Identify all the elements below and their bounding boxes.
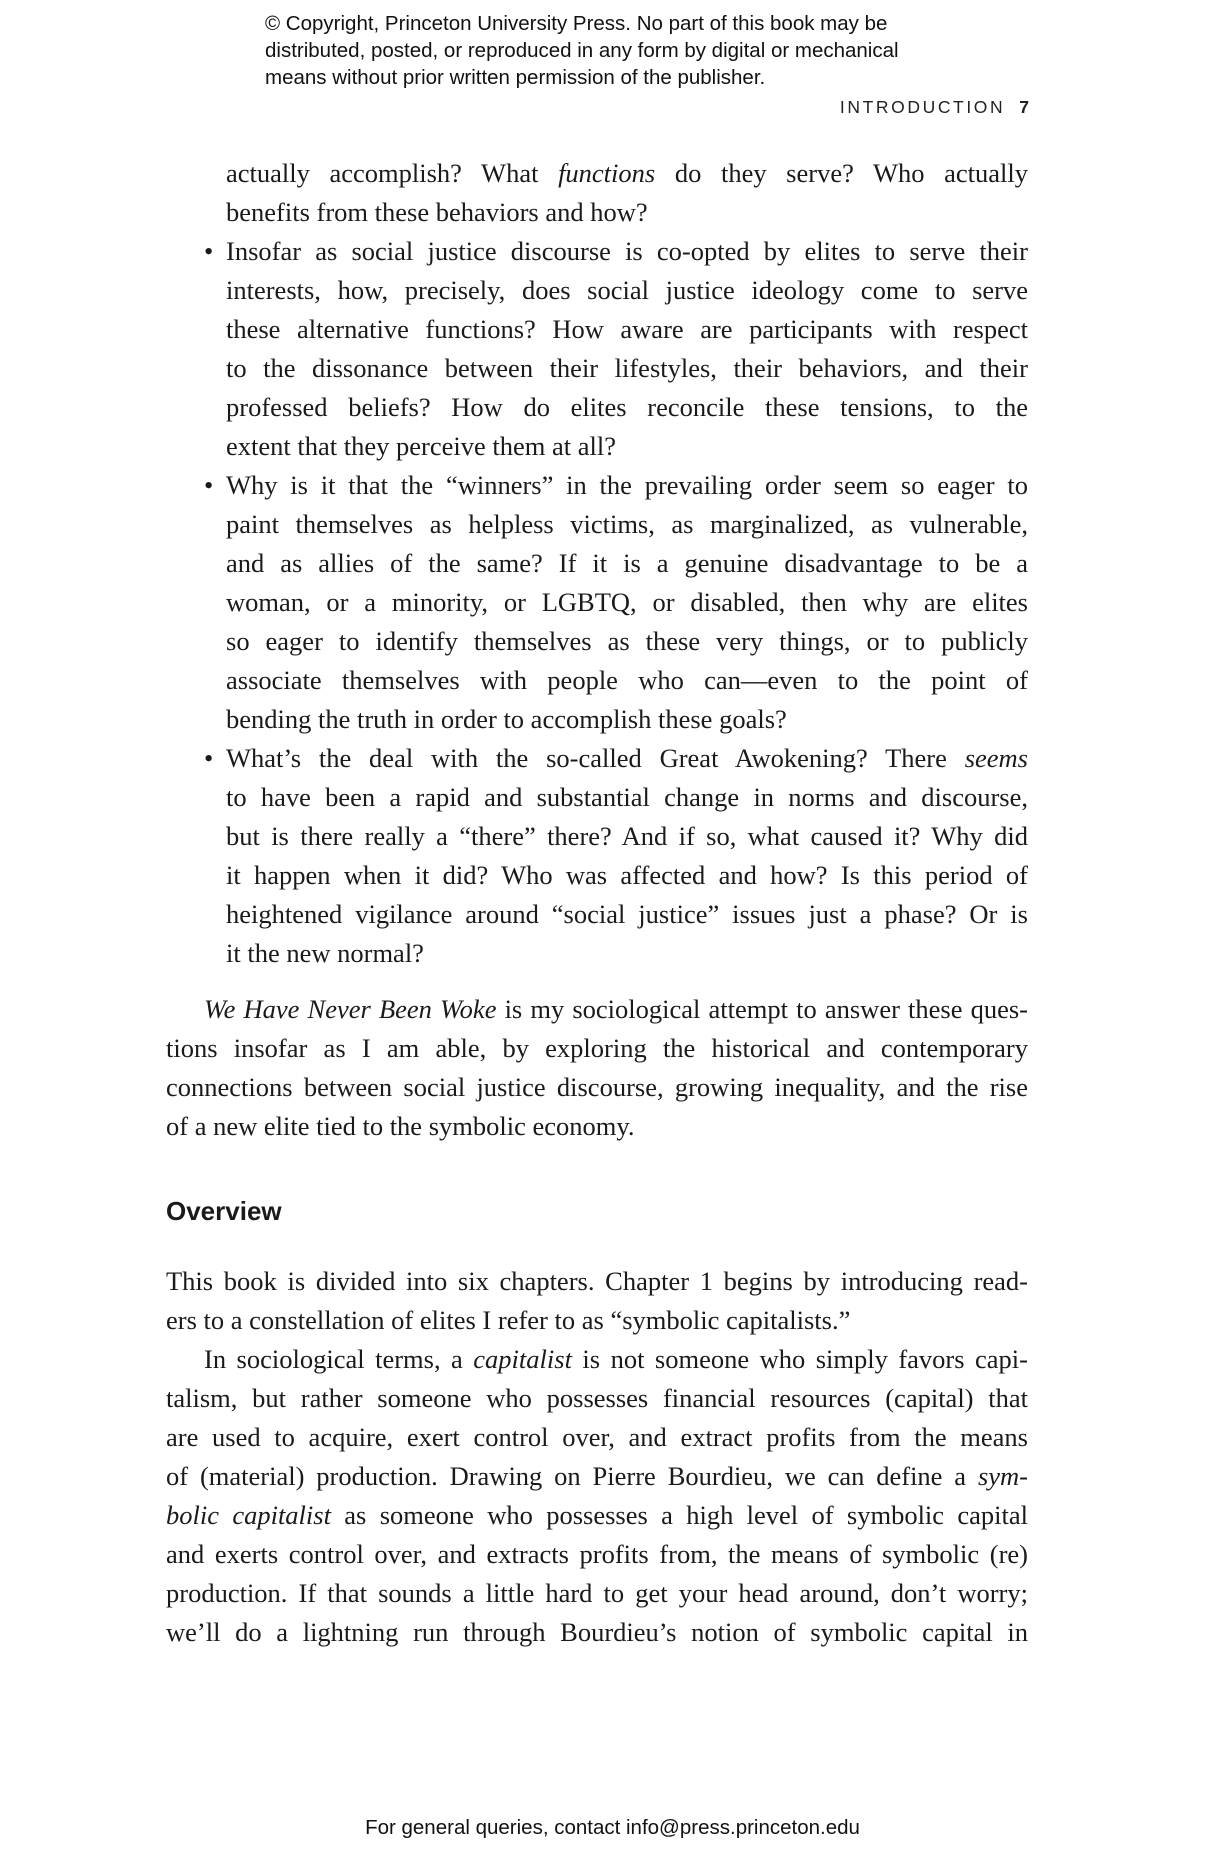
running-head <box>840 97 1029 118</box>
text-line <box>166 1496 1028 1535</box>
footer-contact: For general queries, contact info@press.princeton.edu <box>365 1816 860 1839</box>
text-line: woman, or a minority, or LGBTQ, or disabled, then why are elites <box>226 587 1028 617</box>
text-line: of a new elite tied to the symbolic economy. <box>166 1111 635 1141</box>
book-title: We Have Never Been Woke <box>204 994 497 1024</box>
italic-text: bolic capitalist <box>166 1500 331 1530</box>
text-line: associate themselves with people who can—even to the point of <box>226 665 1028 695</box>
text-run: of (material) production. Drawing on Pierre Bourdieu, we can define a <box>166 1461 978 1491</box>
text-run: Why is it that the “winners” in the prevailing order seem so eager to <box>226 470 1028 500</box>
copyright-line: distributed, posted, or reproduced in any form by digital or mechanical <box>265 39 899 62</box>
text-run: as someone who possesses a high level of symbolic capital <box>330 1500 1029 1530</box>
text-line: so eager to identify themselves as these very things, or to publicly <box>226 626 1028 656</box>
bullet-marker: • <box>204 470 214 500</box>
body-paragraph <box>166 990 1028 1146</box>
text-line: we’ll do a lightning run through Bourdieu’s notion of symbolic capital in <box>166 1617 1028 1647</box>
text-line: extent that they perceive them at all? <box>226 431 616 461</box>
text-line: professed beliefs? How do elites reconcile these tensions, to the <box>226 392 1028 422</box>
text-line: to have been a rapid and substantial change in norms and discourse, <box>226 782 1028 812</box>
text-run: do they serve? Who actually <box>655 158 1028 188</box>
bullet-item-continued <box>166 154 1028 232</box>
page-number: 7 <box>1019 97 1029 117</box>
text-line: and exerts control over, and extracts profits from, the means of symbolic (re) <box>166 1539 1028 1569</box>
running-head-section: INTRODUCTION <box>839 97 1006 117</box>
text-run: actually accomplish? What <box>226 158 559 188</box>
text-run: is my sociological attempt to answer these ques- <box>496 994 1028 1024</box>
text-line <box>166 739 1028 778</box>
text-line <box>166 1457 1028 1496</box>
text-line: to the dissonance between their lifestyles, their behaviors, and their <box>226 353 1028 383</box>
text-line: connections between social justice discourse, growing inequality, and the rise <box>166 1072 1028 1102</box>
text-run: In sociological terms, a <box>204 1344 474 1374</box>
section-heading: Overview <box>166 1196 282 1226</box>
text-run: Insofar as social justice discourse is co-opted by elites to serve their <box>226 236 1028 266</box>
text-line <box>166 990 1028 1029</box>
bullet-item <box>166 232 1028 466</box>
text-line: benefits from these behaviors and how? <box>226 197 648 227</box>
bullet-marker: • <box>204 236 214 266</box>
text-line: interests, how, precisely, does social justice ideology come to serve <box>226 275 1028 305</box>
text-line <box>166 154 1028 193</box>
italic-text: functions <box>558 158 656 188</box>
copyright-notice <box>265 10 1005 91</box>
body-paragraph <box>166 1340 1028 1652</box>
text-line: tions insofar as I am able, by exploring the historical and contemporary <box>166 1033 1028 1063</box>
text-run: What’s the deal with the so-called Great Awokening? There <box>226 743 965 773</box>
italic-text: capitalist <box>473 1344 572 1374</box>
text-line: and as allies of the same? If it is a genuine disadvantage to be a <box>226 548 1028 578</box>
text-line: these alternative functions? How aware are participants with respect <box>226 314 1028 344</box>
text-line <box>166 232 1028 271</box>
text-run: is not someone who simply favors capi- <box>571 1344 1028 1374</box>
bullet-item <box>166 466 1028 739</box>
text-line: talism, but rather someone who possesses financial resources (capital) that <box>166 1383 1028 1413</box>
text-line: but is there really a “there” there? And if so, what caused it? Why did <box>226 821 1028 851</box>
italic-text: sym- <box>977 1461 1028 1491</box>
text-line <box>166 466 1028 505</box>
text-line: it happen when it did? Who was affected and how? Is this period of <box>226 860 1028 890</box>
text-line: ers to a constellation of elites I refer to as “symbolic capitalists.” <box>166 1305 851 1335</box>
copyright-line: means without prior written permission of the publisher. <box>265 66 766 89</box>
text-line: production. If that sounds a little hard to get your head around, don’t worry; <box>166 1578 1028 1608</box>
bullet-item <box>166 739 1028 973</box>
italic-text: seems <box>964 743 1028 773</box>
text-line: bending the truth in order to accomplish these goals? <box>226 704 787 734</box>
text-line <box>166 1340 1028 1379</box>
body-paragraph <box>166 1262 1028 1340</box>
text-line: heightened vigilance around “social justice” issues just a phase? Or is <box>226 899 1028 929</box>
copyright-line: © Copyright, Princeton University Press. No part of this book may be <box>265 12 888 35</box>
text-line: are used to acquire, exert control over, and extract profits from the means <box>166 1422 1028 1452</box>
text-line: This book is divided into six chapters. Chapter 1 begins by introducing read- <box>166 1266 1028 1296</box>
bullet-list <box>166 154 1028 973</box>
text-line: it the new normal? <box>226 938 424 968</box>
bullet-marker: • <box>204 743 214 773</box>
text-line: paint themselves as helpless victims, as marginalized, as vulnerable, <box>226 509 1028 539</box>
